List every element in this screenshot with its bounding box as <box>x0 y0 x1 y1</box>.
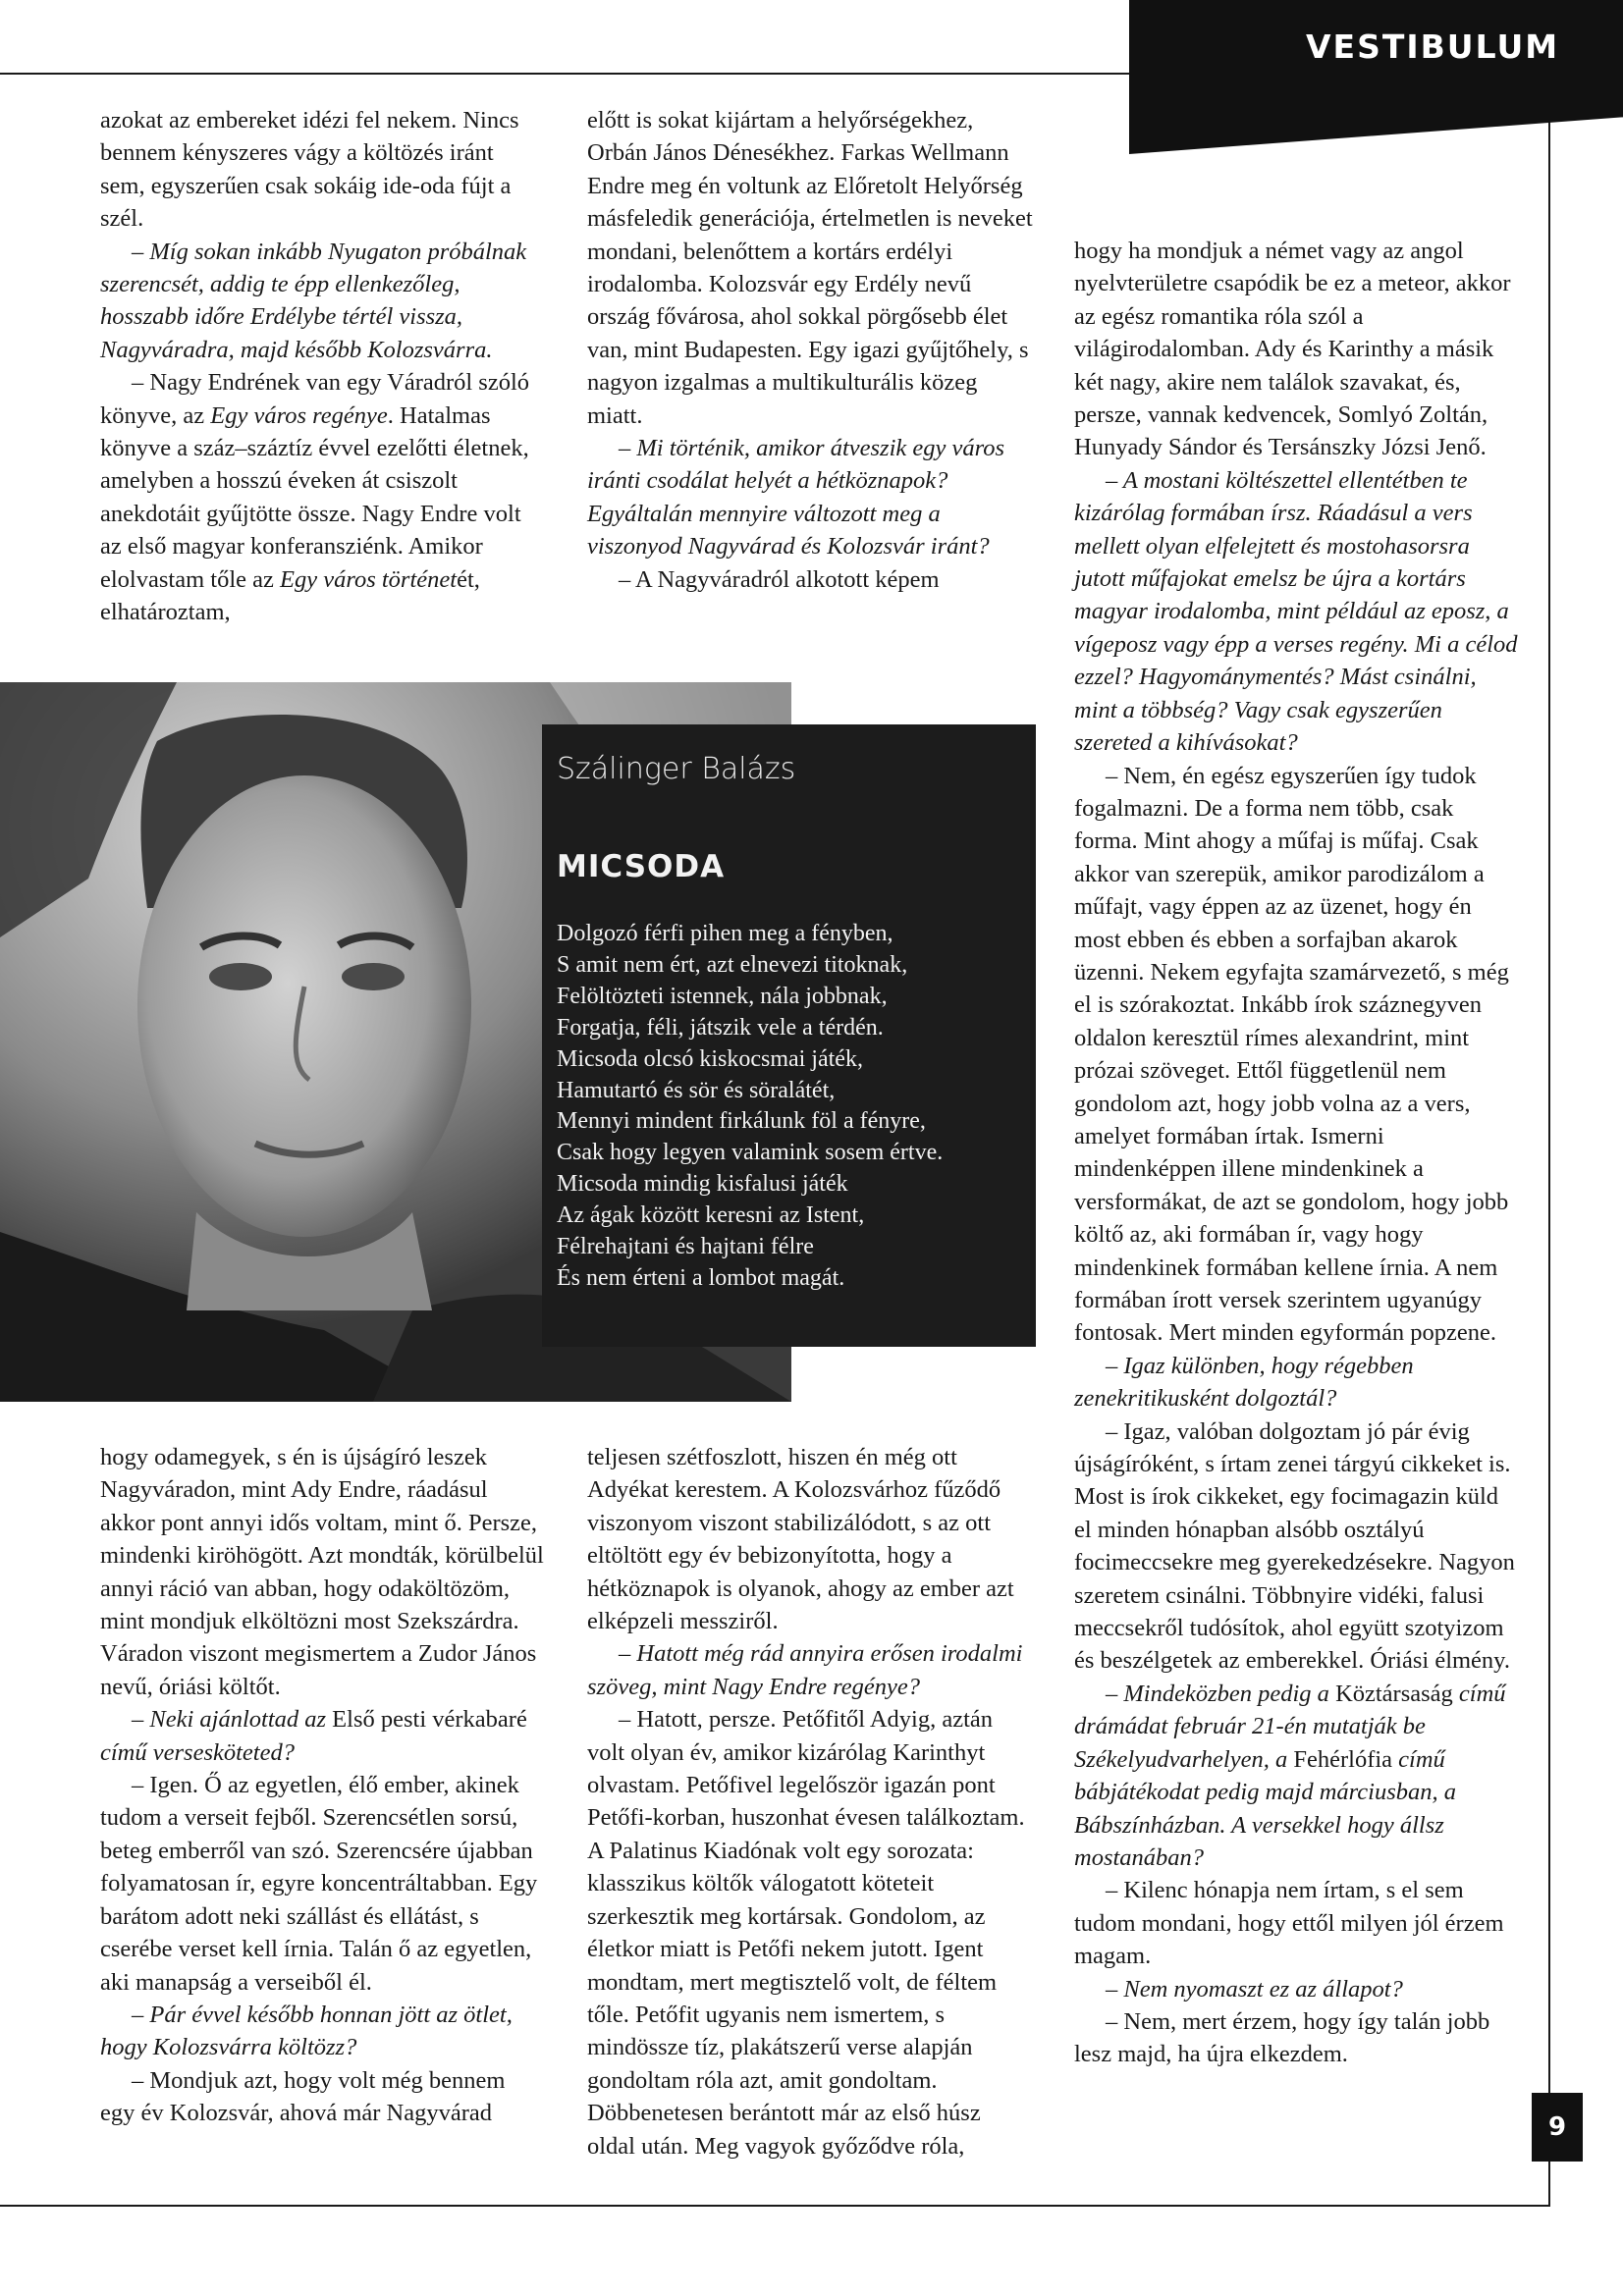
text-run: – Mondjuk azt, hogy volt még bennem egy év Kolozsvár, ahová már Nagyvárad <box>100 2066 506 2127</box>
paragraph <box>1074 1350 1518 1415</box>
poem-line: Micsoda mindig kisfalusi játék <box>557 1171 848 1198</box>
paragraph <box>587 1441 1033 1637</box>
paragraph <box>1074 1678 1518 1874</box>
paragraph <box>1074 1973 1518 2005</box>
poem-line: Micsoda olcsó kiskocsmai játék, <box>557 1045 863 1072</box>
poem-box <box>542 724 1036 1347</box>
paragraph <box>1074 2005 1518 2071</box>
italic-run: című drámádat február 21-én mutatják be Székelyudvarhelyen, a <box>1074 1680 1506 1773</box>
section-label: VESTIBULUM <box>1306 27 1560 66</box>
page-number: 9 <box>1532 2093 1583 2162</box>
italic-run: – Neki ajánlottad az <box>132 1706 333 1734</box>
poem-line: Felöltözteti istennek, nála jobbnak, <box>557 983 888 1009</box>
text-run: – Nagy Endrének van egy Váradról szóló könyve, az <box>100 369 530 429</box>
column-3 <box>1074 235 1518 2071</box>
text-run: – Igaz, valóban dolgoztam jó pár évig újságíróként, s írtam zenei tárgyú cikkeket is. Most is írok cikkeket, egy focimagazin küld el minden hónapban alsóbb osztályú focimeccsekre meg gyerekedzésekre. Nagyon szeretem csinálni. Többnyire vidéki, falusi meccsekről tudósítok, ahol együtt szotyizom és beszélgetek az emberekkel. Óriási élmény. <box>1074 1417 1515 1675</box>
text-run: Köztársaság <box>1335 1680 1453 1707</box>
paragraph <box>100 1999 544 2064</box>
paragraph <box>1074 1874 1518 1972</box>
poem-line: Mennyi mindent firkálunk föl a fényre, <box>557 1108 926 1135</box>
column-1-bottom <box>100 1441 544 2130</box>
text-run: – Nem, mert érzem, hogy így talán jobb lesz majd, ha újra elkezdem. <box>1074 2007 1490 2068</box>
paragraph <box>587 1637 1033 1703</box>
poem-line: Félrehajtani és hajtani félre <box>557 1234 814 1260</box>
paragraph <box>587 432 1033 563</box>
italic-run: című bábjátékodat pedig majd márciusban, a Bábszínházban. A versekkel hogy állsz mostanában? <box>1074 1745 1457 1871</box>
poem-line: És nem érteni a lombot magát. <box>557 1264 845 1291</box>
text-run: hogy ha mondjuk a német vagy az angol nyelvterületre csapódik be ez a meteor, akkor az egész romantika róla szól a világirodalomban. Ady és Karinthy a másik két nagy, akire nem találok szavakat, és, persze, vannak kedvencek, Somlyó Zoltán, Hunyady Sándor és Tersánszky Józsi Jenő. <box>1074 238 1511 461</box>
poem-author: Szálinger Balázs <box>557 752 796 786</box>
paragraph <box>100 1441 544 1703</box>
poem-line: Csak hogy legyen valamink sosem értve. <box>557 1140 944 1166</box>
paragraph <box>1074 1415 1518 1678</box>
text-run: Első pesti vérkabaré <box>332 1706 527 1734</box>
text-run: . Hatalmas könyve a száz–száztíz évvel ezelőtti életnek, amelyben a hosszú éveken át csiszolt anekdotáit gyűjtötte össze. Nagy Endre volt az első magyar konferansziénk. Amikor elolvastam tőle az <box>100 401 529 593</box>
text-run: – Kilenc hónapja nem írtam, s el sem tudom mondani, hogy ettől milyen jól érzem magam. <box>1074 1877 1504 1970</box>
column-2-bottom <box>587 1441 1033 2163</box>
paragraph <box>100 236 544 367</box>
poem-line: Forgatja, féli, játszik vele a térdén. <box>557 1014 884 1041</box>
italic-run: – Igaz különben, hogy régebben zenekritikusként dolgoztál? <box>1074 1352 1414 1413</box>
paragraph <box>1074 760 1518 1350</box>
poem-line: Hamutartó és sör és söralátét, <box>557 1077 836 1103</box>
column-1-top <box>100 104 544 629</box>
italic-run: Egy város történet <box>280 565 458 593</box>
italic-run: – Mi történik, amikor átveszik egy város iránti csodálat helyét a hétköznapok? Egyáltalán mennyire változott meg a viszonyod Nagyvárad és Kolozsvár iránt? <box>587 435 1005 561</box>
paragraph <box>587 563 1033 596</box>
italic-run: – A mostani költészettel ellentétben te kizárólag formában írsz. Ráadásul a vers mellett olyan elfelejtett és mostohasorsra jutott műfajokat emelsz be újra a kortárs magyar irodalomba, mint például az eposz, a vígeposz vagy épp a verses regény. Mi a célod ezzel? Hagyománymentés? Mást csinálni, mint a többség? Vagy csak egyszerűen szereted a kihívásokat? <box>1074 466 1518 757</box>
paragraph <box>100 1703 544 1769</box>
italic-run: – Míg sokan inkább Nyugaton próbálnak szerencsét, addig te épp ellenkezőleg, hosszabb időre Erdélybe tértél vissza, Nagyváradra, majd később Kolozsvárra. <box>100 238 527 363</box>
text-run: – Hatott, persze. Petőfitől Adyig, aztán volt olyan év, amikor kizárólag Karinthyt olvastam. Petőfivel legelőször igazán pont Petőfi-korban, huszonhat évesen találkoztam. A Palatinus Kiadónak volt egy sorozata: klasszikus költők válogatott köteteit szerkesztik meg kortársak. Gondolom, az életkor miatt is Petőfi nekem jutott. Igent mondtam, mert megtisztelő volt, de féltem tőle. Petőfit ugyanis nem ismertem, s mindössze tíz, plakátszerű verse alapján gondoltam róla azt, amit gondoltam. Döbbenetesen berántott már az első húsz oldal után. Meg vagyok győződve róla, <box>587 1706 1025 2160</box>
text-run: – Nem, én egész egyszerűen így tudok fogalmazni. De a forma nem több, csak forma. Mint ahogy a műfaj is műfaj. Csak akkor van szerepük, amikor parodizálom a műfajt, vagy éppen az az üzenet, hogy én most ebben és ebben a sorfajban akarok üzenni. Nekem egyfajta szamárvezető, s még el is szórakoztat. Inkább írok száznegyven oldalon keresztül rímes alexandrint, mint prózai szöveget. Ettől függetlenül nem gondolom azt, hogy jobb volna az a vers, amelyet formában írtak. Ismerni mindenképpen illene mindenkinek a versformákat, de azt se gondolom, hogy jobb költő az, aki formában ír, vagy hogy mindenkinek formában kellene írnia. A nem formában írott versek szerintem ugyanúgy fontosak. Mert minden egyformán popzene. <box>1074 762 1509 1347</box>
paragraph <box>100 366 544 628</box>
italic-run: – Hatott még rád annyira erősen irodalmi szöveg, mint Nagy Endre regénye? <box>587 1640 1023 1700</box>
text-run: Fehérlófia <box>1293 1745 1393 1773</box>
column-2-top <box>587 104 1033 596</box>
text-run: hogy odamegyek, s én is újságíró leszek Nagyváradon, mint Ady Endre, ráadásul akkor pont annyi idős voltam, mint ő. Persze, mindenki kiröhögött. Azt mondták, körülbelül annyi ráció van abban, hogy odaköltözöm, mint mondjuk elköltözni most Szekszárdra. Váradon viszont megismertem a Zudor János nevű, óriási költőt. <box>100 1444 544 1700</box>
poem-line: S amit nem ért, azt elnevezi titoknak, <box>557 951 908 978</box>
text-run: azokat az embereket idézi fel nekem. Nincs bennem kényszeres vágy a költözés iránt sem, egyszerűen csak sokáig ide-oda fújt a szél. <box>100 107 519 233</box>
paragraph <box>1074 235 1518 464</box>
text-run: – A Nagyváradról alkotott képem <box>619 565 940 593</box>
paragraph <box>100 2064 544 2130</box>
text-run: – Igen. Ő az egyetlen, élő ember, akinek tudom a verseit fejből. Szerencsétlen sorsú, beteg emberről van szó. Szerencsére újabban folyamatosan ír, egyre koncentráltabban. Egy barátom adott neki szállást és ellátást, s cserébe verset kell írnia. Talán ő az egyetlen, aki manapság a verseiből él. <box>100 1772 538 1996</box>
poem-line: Az ágak között keresni az Istent, <box>557 1202 865 1229</box>
bottom-rule <box>0 2205 1550 2207</box>
poem-title: MICSODA <box>557 849 726 884</box>
italic-run: című versesköteted? <box>100 1738 295 1766</box>
italic-run: – Mindeközben pedig a <box>1106 1680 1336 1707</box>
paragraph <box>1074 464 1518 760</box>
text-run: ét, elhatároztam, <box>100 565 480 626</box>
poem-lines <box>557 919 943 1295</box>
paragraph <box>587 1703 1033 2163</box>
italic-run: – Nem nyomaszt ez az állapot? <box>1106 1975 1403 2002</box>
italic-run: – Pár évvel később honnan jött az ötlet, hogy Kolozsvárra költözz? <box>100 2001 513 2061</box>
paragraph <box>587 104 1033 432</box>
paragraph <box>100 1769 544 1999</box>
paragraph <box>100 104 544 236</box>
italic-run: Egy város regénye <box>210 401 388 429</box>
right-rule <box>1548 73 1550 2207</box>
text-run: előtt is sokat kijártam a helyőrségekhez, Orbán János Dénesékhez. Farkas Wellmann Endre meg én voltunk az Előretolt Helyőrség másfeledik generációja, értelmetlen is neveket mondani, belenőttem a kortárs erdélyi irodalomba. Kolozsvár egy Erdély nevű ország fővárosa, ahol sokkal pörgősebb élet van, mint Budapesten. Egy igazi gyűjtőhely, s nagyon izgalmas a multikulturális közeg miatt. <box>587 107 1033 429</box>
text-run: teljesen szétfoszlott, hiszen én még ott Adyékat kerestem. A Kolozsvárhoz fűződő viszonyom viszont stabilizálódott, s az ott eltöltött egy év bebizonyította, hogy a hétköznapok is olyanok, ahogy az ember azt elképzeli messziről. <box>587 1444 1014 1635</box>
poem-line: Dolgozó férfi pihen meg a fényben, <box>557 921 893 946</box>
